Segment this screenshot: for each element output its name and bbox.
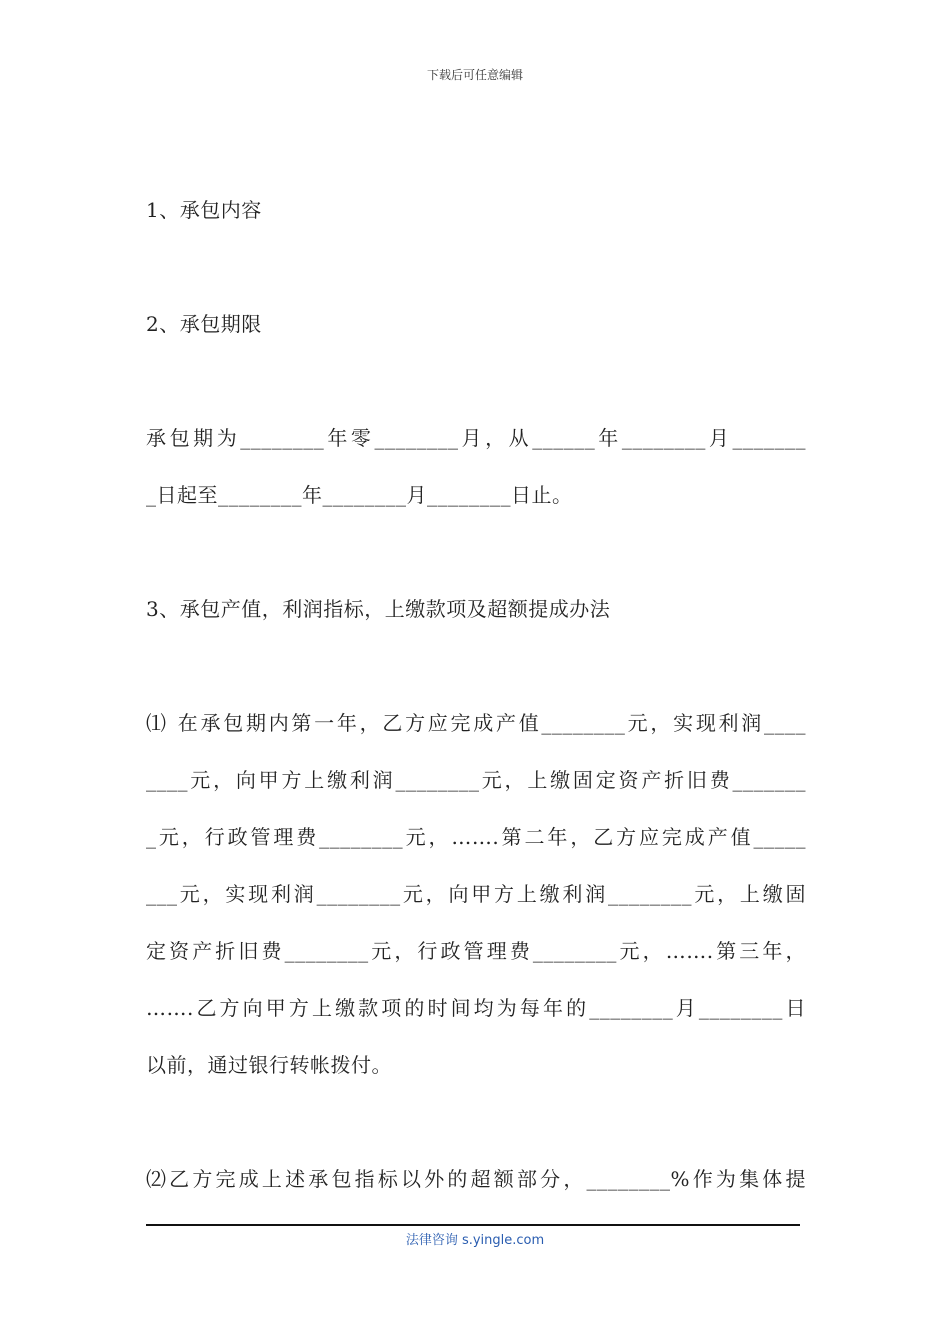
paragraph-line: _日起至________年________月________日止。 xyxy=(146,483,573,507)
paragraph-line: ⑵乙方完成上述承包指标以外的超额部分，________%作为集体提 xyxy=(146,1167,806,1191)
paragraph-line: _元，行政管理费________元，…….第二年，乙方应完成产值_____ xyxy=(146,825,806,849)
paragraph-line: ___元，实现利润________元，向甲方上缴利润________元，上缴固 xyxy=(146,882,806,906)
paragraph-line: ⑴ 在承包期内第一年，乙方应完成产值________元，实现利润____ xyxy=(146,711,806,735)
footer-link[interactable]: 法律咨询 s.yingle.com xyxy=(405,1233,545,1248)
page-header: 下载后可任意编辑 xyxy=(426,68,523,82)
section-heading-output: 3、承包产值，利润指标，上缴款项及超额提成办法 xyxy=(146,597,611,621)
section-heading-term: 2、承包期限 xyxy=(146,312,262,336)
paragraph-line: 定资产折旧费________元，行政管理费________元，…….第三年， xyxy=(146,939,806,963)
section-heading-content: 1、承包内容 xyxy=(146,198,262,222)
paragraph-line: 承包期为________年零________月，从______年________月_______ xyxy=(146,426,806,450)
footer-divider xyxy=(146,1224,800,1226)
paragraph-line: 以前，通过银行转帐拨付。 xyxy=(146,1053,392,1077)
paragraph-line: …….乙方向甲方上缴款项的时间均为每年的________月________日 xyxy=(146,996,806,1020)
paragraph-line: ____元，向甲方上缴利润________元，上缴固定资产折旧费_______ xyxy=(146,768,806,792)
